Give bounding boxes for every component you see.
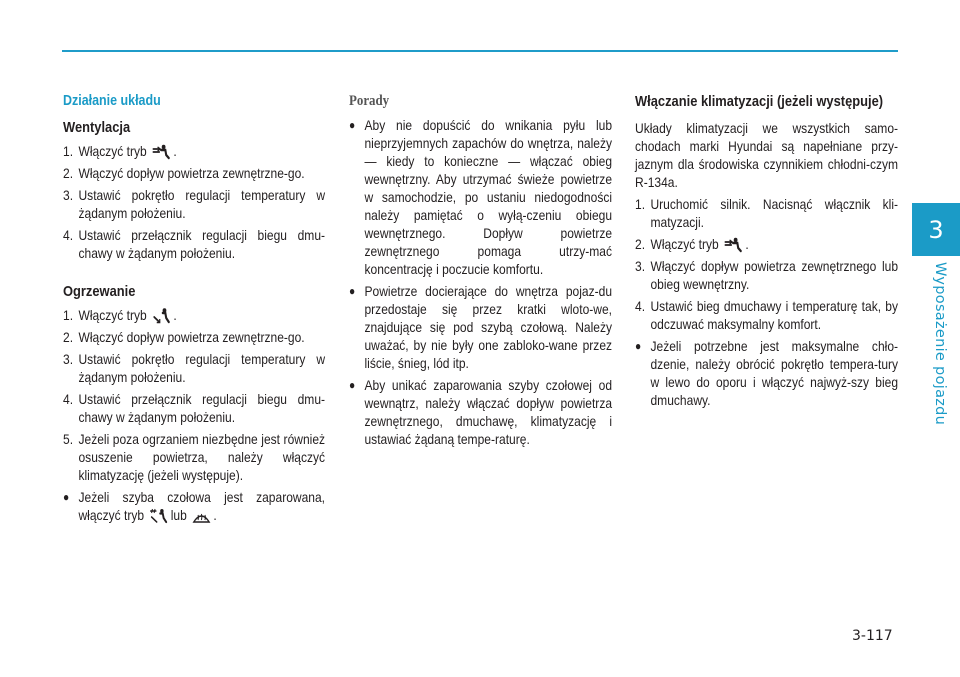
list-item: 2. Włączyć dopływ powietrza zewnętrzne-go. xyxy=(63,329,305,345)
column-left xyxy=(63,92,325,528)
list-item: 5. Jeżeli poza ogrzaniem niezbędne jest również osuszenie powietrza, należy włączyć klimatyzację (jeżeli występuje). xyxy=(63,431,326,483)
ac-steps xyxy=(635,195,898,333)
bullet-dot: ● xyxy=(349,284,356,298)
section-title: Działanie układu xyxy=(63,93,161,109)
page-number: 3-117 xyxy=(852,628,893,644)
face-vent-mode-icon xyxy=(724,237,743,253)
tips-title: Porady xyxy=(349,93,390,109)
list-item: 1. Włączyć tryb . xyxy=(63,143,177,159)
list-item: 1. Uruchomić silnik. Nacisnąć włącznik kli-matyzacji. xyxy=(635,196,899,230)
list-item: 4. Ustawić przełącznik regulacji biegu dmu-chawy w żądanym położeniu. xyxy=(63,391,326,425)
column-right xyxy=(635,92,898,413)
list-item: 4. Ustawić przełącznik regulacji biegu dmu-chawy w żądanym położeniu. xyxy=(63,227,326,261)
list-item: ● Aby unikać zaparowania szyby czołowej od wewnątrz, należy włączać dopływ powietrza zewnętrznego, dmuchawę, klimatyzację i ustawiać żądaną tempe-raturę. xyxy=(349,377,613,447)
windshield-defrost-icon xyxy=(192,508,211,524)
list-item: ● Aby nie dopuścić do wnikania pyłu lub nieprzyjemnych zapachów do wnętrza, należy — kiedy to konieczne — włączać obieg wewnętrzny. Aby utrzymać świeże powietrze w samochodzie, po ustaniu niedogodności należy pamiętać o wyłą-czeniu obiegu wewnętrznego. Dopływ powietrze zewnętrznego pomaga utrzy-mać koncentrację i poczucie komfortu. xyxy=(349,117,613,277)
list-item: 2. Włączyć dopływ powietrza zewnętrzne-go. xyxy=(63,165,305,181)
ac-title: Włączanie klimatyzacji (jeżeli występuje) xyxy=(635,93,884,110)
bullet-dot: ● xyxy=(635,339,642,353)
ventilation-title: Wentylacja xyxy=(63,119,131,136)
bullet-dot: ● xyxy=(349,378,356,392)
list-item: 3. Włączyć dopływ powietrza zewnętrznego lub obieg wewnętrzny. xyxy=(635,258,899,292)
list-item: 2. Włączyć tryb . xyxy=(635,236,749,252)
chapter-tab xyxy=(912,203,960,256)
floor-defrost-mode-icon xyxy=(149,508,168,524)
ventilation-steps xyxy=(63,142,325,262)
heating-title: Ogrzewanie xyxy=(63,283,136,300)
list-item: ● Jeżeli szyba czołowa jest zaparowana, włączyć tryb lub . xyxy=(63,489,326,523)
list-item: 4. Ustawić bieg dmuchawy i temperaturę tak, by odczuwać maksymalny komfort. xyxy=(635,298,899,332)
list-item: 1. Włączyć tryb . xyxy=(63,307,177,323)
list-item: 3. Ustawić pokrętło regulacji temperatury w żądanym położeniu. xyxy=(63,351,326,385)
ac-intro: Układy klimatyzacji we wszystkich samo-chodach marki Hyundai są napełniane przy-jaznym dla środowiska czynnikiem chłodni-czym R-134a. xyxy=(635,120,899,190)
header-rule xyxy=(62,50,898,52)
chapter-label: Wyposażenie pojazdu xyxy=(932,262,948,426)
floor-mode-icon xyxy=(152,308,171,324)
list-item: ● Jeżeli potrzebne jest maksymalne chło-dzenie, należy obrócić pokrętło tempera-tury w lewo do oporu i włączyć najwyż-szy bieg dmuchawy. xyxy=(635,338,899,408)
list-item: 3. Ustawić pokrętło regulacji temperatury w żądanym położeniu. xyxy=(63,187,326,221)
column-middle xyxy=(349,92,612,452)
list-item: ● Powietrze docierające do wnętrza pojaz-du przedostaje się przez kratki wloto-we, znajdujące się pod szybą czołową. Należy uważać, by nie były one zabloko-wane przez liście, śnieg, lód itp. xyxy=(349,283,613,371)
face-vent-mode-icon xyxy=(152,144,171,160)
bullet-dot: ● xyxy=(63,490,70,504)
chapter-number: 3 xyxy=(928,215,944,244)
heating-steps xyxy=(63,306,325,484)
bullet-dot: ● xyxy=(349,118,356,132)
